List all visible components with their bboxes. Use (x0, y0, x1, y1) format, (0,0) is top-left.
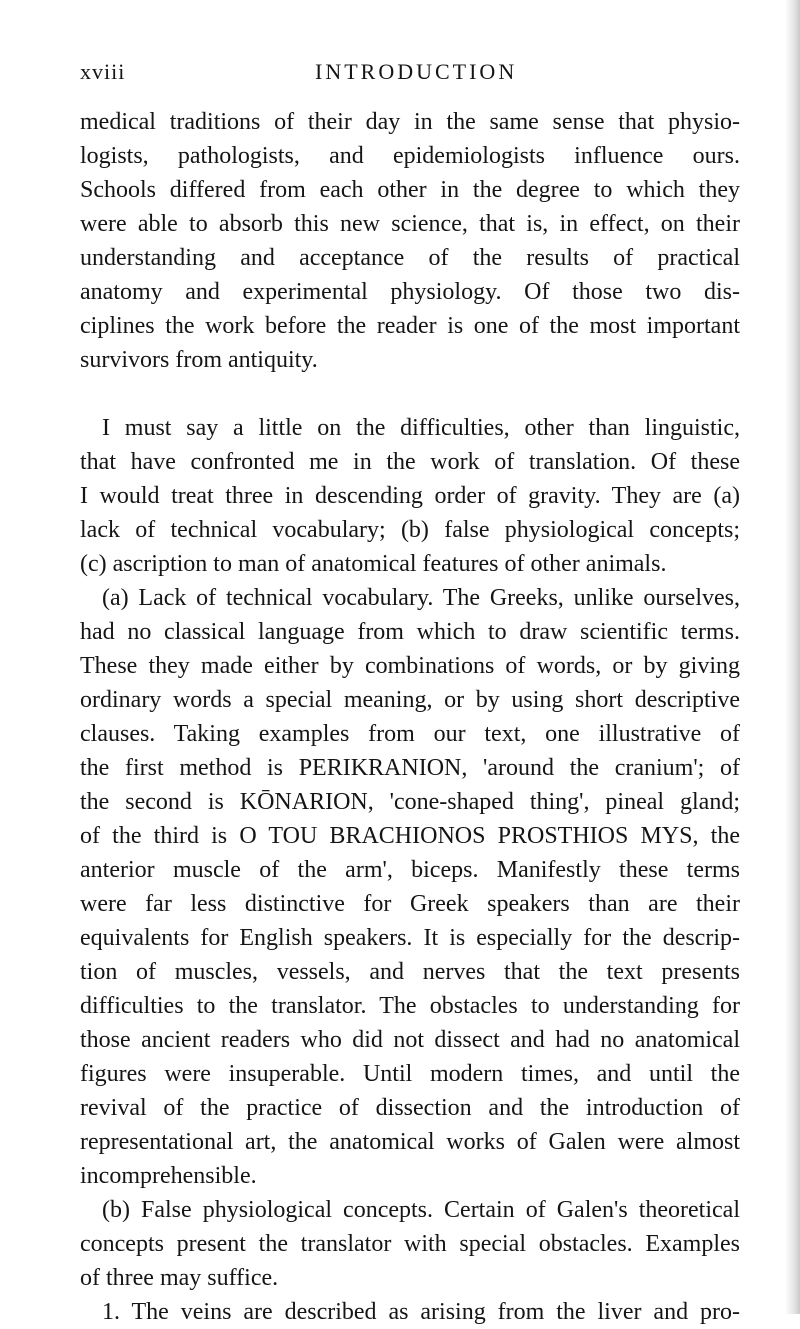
text-line: the first method is PERIKRANION, 'around the cranium'; of (80, 755, 740, 781)
text-line: I would treat three in descending order of gravity. They are (a) (80, 483, 740, 509)
paragraph-2 (80, 411, 740, 581)
text-line: figures were insuperable. Until modern times, and until the (80, 1061, 740, 1087)
text-line: Schools differed from each other in the degree to which they (80, 177, 740, 203)
text-line: 1. The veins are described as arising from the liver and pro- (102, 1299, 740, 1325)
body-text (80, 105, 740, 1329)
text-line: revival of the practice of dissection and the introduction of (80, 1095, 740, 1121)
text-line: concepts present the translator with special obstacles. Examples (80, 1231, 740, 1257)
paragraph-gap (80, 377, 740, 411)
text-line: tion of muscles, vessels, and nerves that the text presents (80, 959, 740, 985)
text-line: representational art, the anatomical works of Galen were almost (80, 1129, 740, 1155)
text-line: (c) ascription to man of anatomical features of other animals. (80, 551, 667, 577)
running-head: INTRODUCTION (315, 59, 518, 84)
text-line: understanding and acceptance of the results of practical (80, 245, 740, 271)
text-line: of the third is O TOU BRACHIONOS PROSTHIOS MYS, the (80, 823, 740, 849)
page-number: xviii (80, 59, 126, 84)
scan-page-edge (786, 0, 800, 1314)
text-line: ciplines the work before the reader is one of the most important (80, 313, 740, 339)
text-line: medical traditions of their day in the same sense that physio- (80, 109, 740, 135)
text-line: (a) Lack of technical vocabulary. The Greeks, unlike ourselves, (102, 585, 740, 611)
text-line: equivalents for English speakers. It is especially for the descrip- (80, 925, 740, 951)
text-line: anterior muscle of the arm', biceps. Manifestly these terms (80, 857, 740, 883)
text-line: ordinary words a special meaning, or by using short descriptive (80, 687, 740, 713)
text-line: that have confronted me in the work of translation. Of these (80, 449, 740, 475)
text-line: clauses. Taking examples from our text, one illustrative of (80, 721, 740, 747)
text-line: (b) False physiological concepts. Certain of Galen's theoretical (102, 1197, 740, 1223)
paragraph-3 (80, 581, 740, 1193)
text-line: the second is KŌNARION, 'cone-shaped thing', pineal gland; (80, 789, 740, 815)
text-line: I must say a little on the difficulties, other than linguistic, (102, 415, 740, 441)
text-line: incomprehensible. (80, 1163, 257, 1189)
text-line: anatomy and experimental physiology. Of those two dis- (80, 279, 740, 305)
text-line: were able to absorb this new science, that is, in effect, on their (80, 211, 740, 237)
text-line: difficulties to the translator. The obstacles to understanding for (80, 993, 740, 1019)
text-line: those ancient readers who did not dissect and had no anatomical (80, 1027, 740, 1053)
text-line: These they made either by combinations of words, or by giving (80, 653, 740, 679)
text-line: survivors from antiquity. (80, 347, 318, 373)
paragraph-4 (80, 1193, 740, 1295)
text-line: had no classical language from which to draw scientific terms. (80, 619, 740, 645)
paragraph-1 (80, 105, 740, 377)
text-line: of three may suffice. (80, 1265, 279, 1291)
paragraph-5 (80, 1295, 740, 1329)
text-line: were far less distinctive for Greek speakers than are their (80, 891, 740, 917)
text-line: lack of technical vocabulary; (b) false physiological concepts; (80, 517, 740, 543)
page-header (0, 59, 800, 89)
text-line: logists, pathologists, and epidemiologists influence ours. (80, 143, 740, 169)
